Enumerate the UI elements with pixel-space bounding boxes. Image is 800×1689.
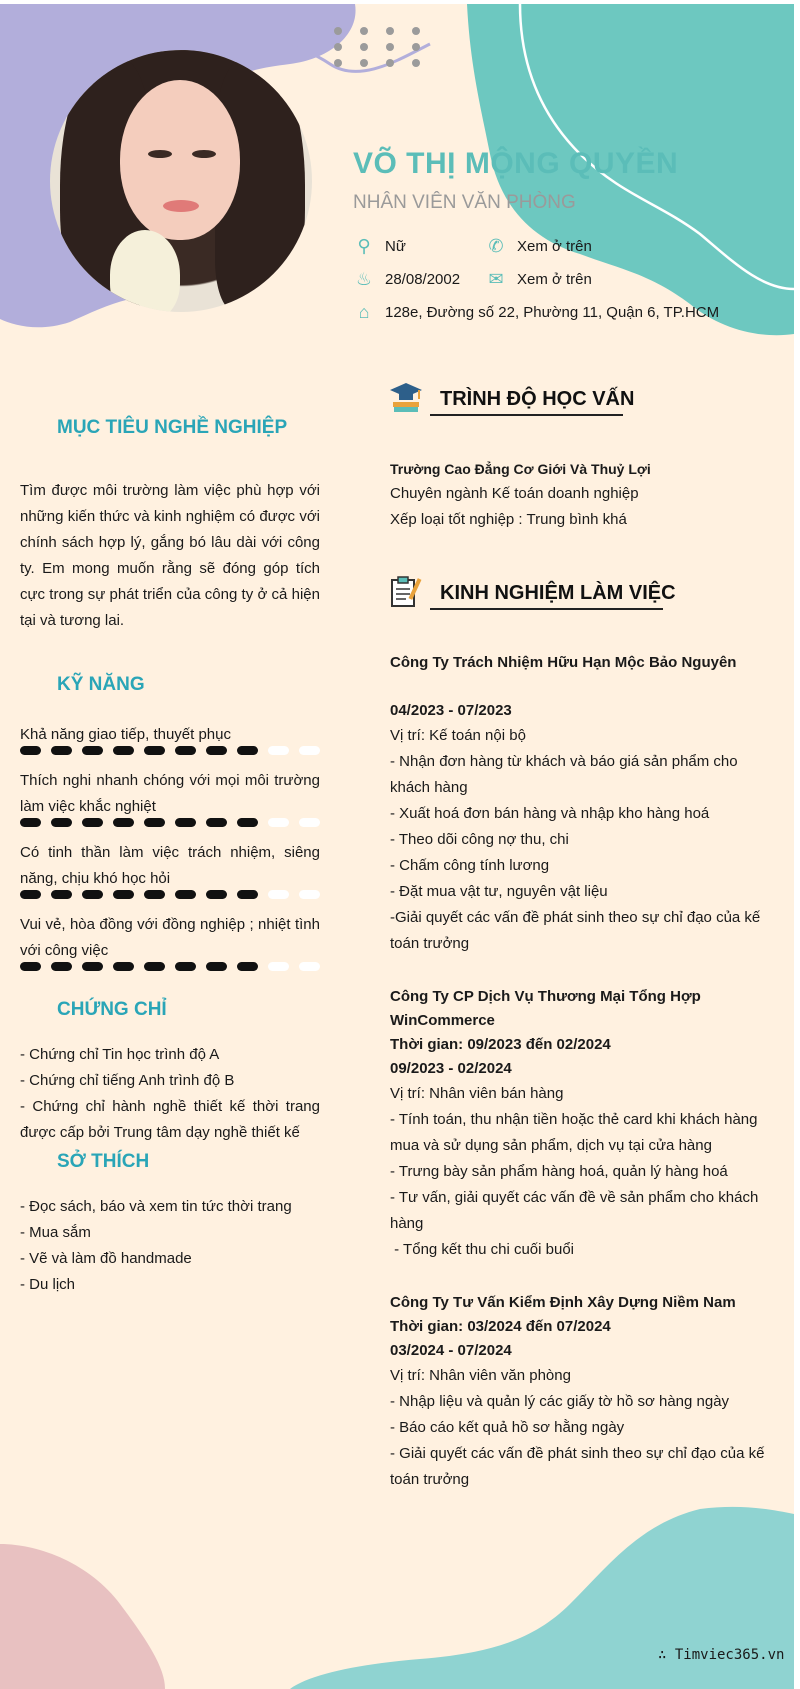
gender-value: Nữ — [385, 237, 406, 255]
envelope-icon: ✉ — [488, 269, 504, 289]
graduation-grade: Xếp loại tốt nghiệp : Trung bình khá — [390, 511, 627, 528]
skill-dot-filled — [113, 818, 134, 827]
certificates-heading: CHỨNG CHỈ — [57, 999, 167, 1020]
objective-text: Tìm được môi trường làm việc phù hợp với những kiến thức và kinh nghiệm có được với chính sách hợp lý, gắng bó lâu dài với công ty. Em mong muốn rằng sẽ đóng góp tích cực trong sự phát triển của công ty ở cả hiện tại và tương lai. — [20, 482, 320, 629]
skill-dot-filled — [237, 746, 258, 755]
candidate-name: VÕ THỊ MỘNG QUYỀN — [353, 147, 679, 180]
skills-heading: KỸ NĂNG — [57, 674, 145, 695]
job-task: - Chấm công tính lương — [390, 857, 550, 874]
job-task: -Giải quyết các vấn đề phát sinh theo sự chỉ đạo của kế toán trưởng — [390, 909, 761, 952]
skill-rating-bar — [20, 962, 320, 972]
skill-dot-filled — [82, 890, 103, 899]
skill-dot-filled — [237, 962, 258, 971]
job-task: - Báo cáo kết quả hồ sơ hằng ngày — [390, 1419, 625, 1436]
certificate-item: - Chứng chỉ Tin học trình độ A — [20, 1046, 220, 1063]
job-task: - Đặt mua vật tư, nguyên vật liệu — [390, 883, 608, 900]
school-name: Trường Cao Đẳng Cơ Giới Và Thuỷ Lợi — [390, 461, 651, 477]
skill-dot-filled — [113, 890, 134, 899]
major: Chuyên ngành Kế toán doanh nghiệp — [390, 485, 639, 502]
skill-dot-empty — [268, 962, 289, 971]
heading-underline — [430, 608, 663, 610]
job-time: Thời gian: 09/2023 đến 02/2024 — [390, 1036, 611, 1053]
phone-row — [485, 235, 592, 257]
job-period: 09/2023 - 02/2024 — [390, 1060, 512, 1077]
birthday-value: 28/08/2002 — [385, 270, 461, 288]
skill-dot-empty — [268, 746, 289, 755]
skill-dot-filled — [144, 890, 165, 899]
job-role: Vị trí: Nhân viên bán hàng — [390, 1085, 564, 1102]
skill-dot-filled — [206, 746, 227, 755]
skill-label: Vui vẻ, hòa đồng với đồng nghiệp ; nhiệt tình với công việc — [20, 916, 320, 959]
hobby-item: - Vẽ và làm đồ handmade — [20, 1250, 192, 1267]
hobby-item: - Du lịch — [20, 1276, 76, 1293]
hobby-item: - Đọc sách, báo và xem tin tức thời trang — [20, 1198, 292, 1215]
skill-dot-filled — [51, 818, 72, 827]
home-icon: ⌂ — [358, 302, 370, 322]
job-company: Công Ty CP Dịch Vụ Thương Mại Tổng Hợp WinCommerce — [390, 988, 701, 1029]
birthday-row — [353, 268, 460, 290]
cake-icon: ♨ — [355, 269, 373, 289]
job-task: - Trưng bày sản phẩm hàng hoá, quản lý hàng hoá — [390, 1163, 728, 1180]
cv-page — [0, 4, 794, 1689]
experience-heading: KINH NGHIỆM LÀM VIỆC — [440, 582, 676, 604]
job-time: Thời gian: 03/2024 đến 07/2024 — [390, 1318, 611, 1335]
skill-dot-filled — [237, 890, 258, 899]
skill-dot-empty — [268, 890, 289, 899]
skill-dot-filled — [175, 890, 196, 899]
skill-rating-bar — [20, 746, 320, 756]
site-watermark: ∴ Timviec365.vn — [658, 1647, 785, 1663]
certificate-item: - Chứng chỉ tiếng Anh trình độ B — [20, 1072, 235, 1089]
hobbies-heading: SỞ THÍCH — [57, 1151, 150, 1172]
profile-photo — [50, 50, 312, 312]
skill-dot-filled — [113, 962, 134, 971]
job-company: Công Ty Tư Vấn Kiểm Định Xây Dựng Niềm Nam — [390, 1294, 736, 1311]
skill-dot-filled — [175, 746, 196, 755]
skill-dot-filled — [206, 962, 227, 971]
job-task: - Xuất hoá đơn bán hàng và nhập kho hàng hoá — [390, 805, 710, 822]
female-icon: ⚲ — [357, 236, 371, 256]
job-period: 03/2024 - 07/2024 — [390, 1342, 512, 1359]
email-row — [485, 268, 592, 290]
skill-label: Có tinh thần làm việc trách nhiệm, siêng năng, chịu khó học hỏi — [20, 844, 320, 887]
job-task: - Tổng kết thu chi cuối buổi — [390, 1241, 574, 1258]
skill-rating-bar — [20, 818, 320, 828]
candidate-position: NHÂN VIÊN VĂN PHÒNG — [353, 192, 576, 213]
job-role: Vị trí: Nhân viên văn phòng — [390, 1367, 571, 1384]
skill-dot-filled — [144, 962, 165, 971]
job-role: Vị trí: Kế toán nội bộ — [390, 727, 526, 744]
skill-dot-empty — [299, 962, 320, 971]
skill-dot-filled — [20, 962, 41, 971]
skill-dot-filled — [82, 818, 103, 827]
address-row — [353, 301, 719, 323]
skill-dot-empty — [299, 818, 320, 827]
whatsapp-icon: ✆ — [488, 236, 504, 256]
education-heading: TRÌNH ĐỘ HỌC VẤN — [440, 388, 635, 410]
skill-rating-bar — [20, 890, 320, 900]
skill-dot-filled — [206, 818, 227, 827]
skill-dot-filled — [51, 890, 72, 899]
phone-value: Xem ở trên — [517, 237, 592, 255]
job-task: - Giải quyết các vấn đề phát sinh theo sự chỉ đạo của kế toán trưởng — [390, 1445, 765, 1488]
job-period: 04/2023 - 07/2023 — [390, 702, 512, 719]
job-task: - Theo dõi công nợ thu, chi — [390, 831, 569, 848]
hobby-item: - Mua sắm — [20, 1224, 91, 1241]
skill-dot-filled — [144, 818, 165, 827]
email-value: Xem ở trên — [517, 270, 592, 288]
skill-dot-filled — [51, 962, 72, 971]
skill-label: Khả năng giao tiếp, thuyết phục — [20, 726, 231, 743]
briefcase-checklist-icon — [389, 574, 423, 608]
skill-dot-filled — [20, 818, 41, 827]
skill-dot-empty — [299, 890, 320, 899]
objective-heading: MỤC TIÊU NGHỀ NGHIỆP — [57, 417, 288, 438]
heading-underline — [430, 414, 623, 416]
skill-dot-filled — [20, 890, 41, 899]
skill-dot-filled — [237, 818, 258, 827]
job-task: - Nhập liệu và quản lý các giấy tờ hồ sơ hàng ngày — [390, 1393, 730, 1410]
address-value: 128e, Đường số 22, Phường 11, Quận 6, TP.HCM — [385, 303, 720, 321]
skill-dot-filled — [175, 962, 196, 971]
skill-dot-empty — [299, 746, 320, 755]
graduation-cap-icon — [389, 380, 423, 414]
certificate-item: - Chứng chỉ hành nghề thiết kế thời trang được cấp bởi Trung tâm dạy nghề thiết kế — [20, 1098, 320, 1141]
skill-dot-filled — [175, 818, 196, 827]
skill-dot-filled — [82, 962, 103, 971]
skill-dot-filled — [144, 746, 165, 755]
skill-label: Thích nghi nhanh chóng với mọi môi trường làm việc khắc nghiệt — [20, 772, 320, 815]
job-task: - Tính toán, thu nhận tiền hoặc thẻ card khi khách hàng mua và sử dụng sản phẩm, dịch vụ tại cửa hàng — [390, 1111, 758, 1154]
skill-dot-empty — [268, 818, 289, 827]
skill-dot-filled — [82, 746, 103, 755]
job-company: Công Ty Trách Nhiệm Hữu Hạn Mộc Bảo Nguyên — [390, 654, 737, 671]
skill-dot-filled — [20, 746, 41, 755]
job-task: - Tư vấn, giải quyết các vấn đề về sản phẩm cho khách hàng — [390, 1189, 759, 1232]
skill-dot-filled — [51, 746, 72, 755]
job-task: - Nhận đơn hàng từ khách và báo giá sản phẩm cho khách hàng — [390, 753, 738, 796]
skill-dot-filled — [113, 746, 134, 755]
skill-dot-filled — [206, 890, 227, 899]
gender-row — [353, 235, 406, 257]
